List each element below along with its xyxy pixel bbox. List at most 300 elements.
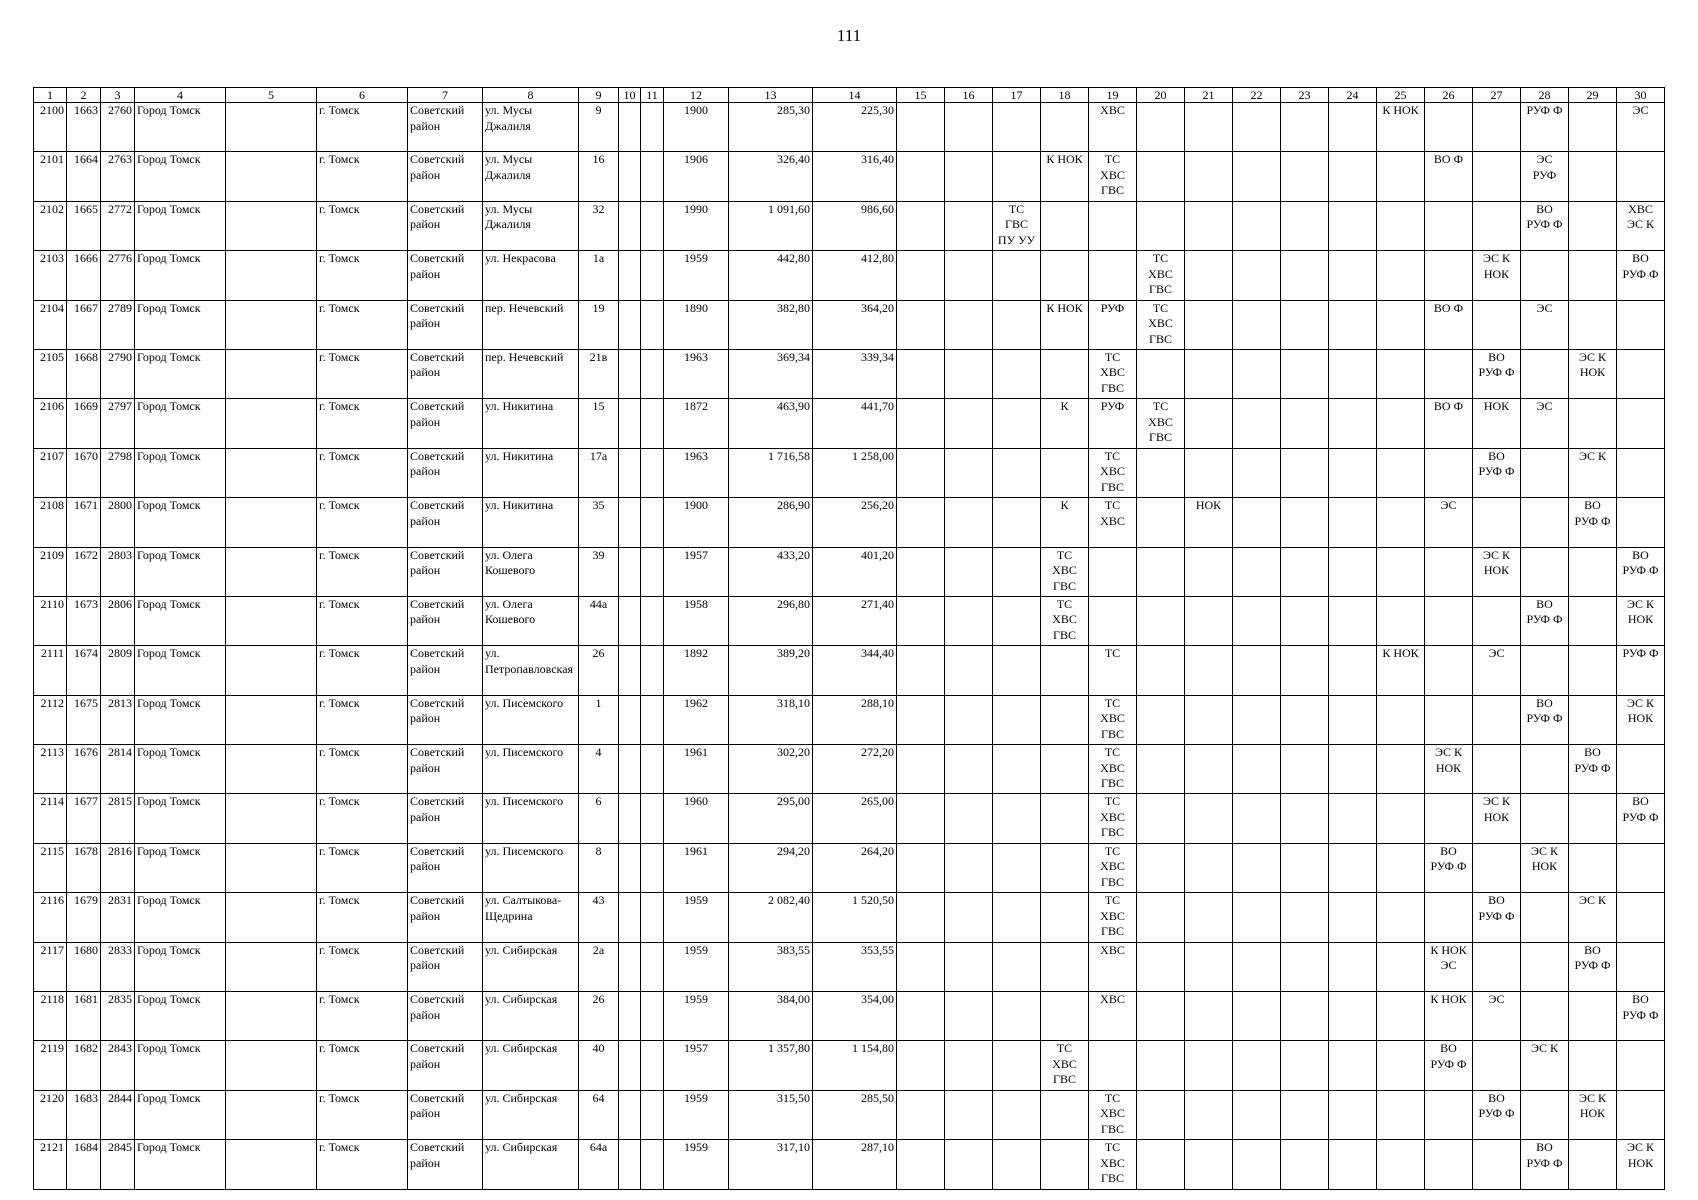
table-cell-col-25 <box>1377 695 1425 744</box>
table-cell-col-4: Город Томск <box>135 745 226 794</box>
table-cell-col-5 <box>226 992 317 1041</box>
table-cell-col-19 <box>1089 201 1137 250</box>
table-cell-col-15 <box>897 745 945 794</box>
table-cell-col-4: Город Томск <box>135 893 226 942</box>
table-cell-col-7: Советский район <box>408 300 483 349</box>
column-header-7: 7 <box>408 88 483 103</box>
table-cell-col-14: 364,20 <box>813 300 897 349</box>
table-cell-col-12: 1990 <box>664 201 729 250</box>
table-cell-col-26 <box>1425 201 1473 250</box>
table-cell-col-17 <box>993 745 1041 794</box>
table-row <box>34 399 1665 448</box>
table-row <box>34 794 1665 843</box>
table-cell-col-13: 2 082,40 <box>729 893 813 942</box>
table-cell-col-29: ЭС К <box>1569 893 1617 942</box>
table-cell-col-7: Советский район <box>408 1090 483 1139</box>
table-cell-col-24 <box>1329 992 1377 1041</box>
table-cell-col-16 <box>945 1041 993 1090</box>
table-cell-col-5 <box>226 794 317 843</box>
table-cell-col-29 <box>1569 251 1617 300</box>
table-cell-col-10 <box>619 992 641 1041</box>
table-cell-col-5 <box>226 646 317 695</box>
table-cell-col-17 <box>993 843 1041 892</box>
table-cell-col-18 <box>1041 695 1089 744</box>
table-cell-col-8: ул. Мусы Джалиля <box>483 103 579 152</box>
table-cell-col-7: Советский район <box>408 992 483 1041</box>
table-cell-col-16 <box>945 695 993 744</box>
table-cell-col-11 <box>641 794 664 843</box>
column-header-13: 13 <box>729 88 813 103</box>
table-cell-col-30: ЭС К НОК <box>1617 596 1665 645</box>
table-cell-col-26 <box>1425 695 1473 744</box>
table-cell-col-19: ТС ХВС ГВС <box>1089 893 1137 942</box>
table-cell-col-25 <box>1377 201 1425 250</box>
table-cell-col-23 <box>1281 251 1329 300</box>
table-row <box>34 1090 1665 1139</box>
table-cell-col-9: 44а <box>579 596 619 645</box>
table-cell-col-4: Город Томск <box>135 399 226 448</box>
table-cell-col-11 <box>641 1041 664 1090</box>
table-cell-col-19: РУФ <box>1089 399 1137 448</box>
table-cell-col-13: 317,10 <box>729 1140 813 1189</box>
table-cell-col-1: 2104 <box>34 300 67 349</box>
table-cell-col-6: г. Томск <box>317 745 408 794</box>
table-cell-col-26: К НОК <box>1425 992 1473 1041</box>
table-cell-col-14: 1 520,50 <box>813 893 897 942</box>
table-cell-col-3: 2809 <box>101 646 135 695</box>
table-cell-col-16 <box>945 992 993 1041</box>
table-cell-col-10 <box>619 251 641 300</box>
table-cell-col-1: 2121 <box>34 1140 67 1189</box>
table-cell-col-13: 326,40 <box>729 152 813 201</box>
table-cell-col-6: г. Томск <box>317 201 408 250</box>
table-cell-col-27: ВО РУФ Ф <box>1473 1090 1521 1139</box>
table-cell-col-14: 1 154,80 <box>813 1041 897 1090</box>
table-cell-col-9: 16 <box>579 152 619 201</box>
table-cell-col-15 <box>897 843 945 892</box>
table-cell-col-23 <box>1281 942 1329 991</box>
table-cell-col-24 <box>1329 152 1377 201</box>
table-cell-col-11 <box>641 547 664 596</box>
table-cell-col-8: ул. Мусы Джалиля <box>483 152 579 201</box>
table-cell-col-18 <box>1041 103 1089 152</box>
table-cell-col-20 <box>1137 794 1185 843</box>
table-cell-col-15 <box>897 399 945 448</box>
table-cell-col-30 <box>1617 152 1665 201</box>
table-cell-col-21 <box>1185 745 1233 794</box>
table-cell-col-19: ХВС <box>1089 103 1137 152</box>
table-cell-col-28: ВО РУФ Ф <box>1521 1140 1569 1189</box>
table-cell-col-25: К НОК <box>1377 103 1425 152</box>
table-cell-col-27: ЭС К НОК <box>1473 547 1521 596</box>
table-cell-col-25 <box>1377 942 1425 991</box>
table-cell-col-3: 2800 <box>101 498 135 547</box>
table-cell-col-15 <box>897 251 945 300</box>
table-cell-col-17 <box>993 893 1041 942</box>
table-cell-col-6: г. Томск <box>317 893 408 942</box>
table-cell-col-24 <box>1329 745 1377 794</box>
table-cell-col-8: ул. Сибирская <box>483 1090 579 1139</box>
column-header-28: 28 <box>1521 88 1569 103</box>
table-cell-col-23 <box>1281 103 1329 152</box>
table-cell-col-18: К НОК <box>1041 152 1089 201</box>
table-cell-col-19: ТС ХВС ГВС <box>1089 745 1137 794</box>
table-cell-col-19 <box>1089 547 1137 596</box>
table-cell-col-9: 19 <box>579 300 619 349</box>
table-cell-col-17 <box>993 596 1041 645</box>
table-cell-col-26 <box>1425 547 1473 596</box>
column-header-29: 29 <box>1569 88 1617 103</box>
table-cell-col-8: ул. Некрасова <box>483 251 579 300</box>
table-cell-col-22 <box>1233 992 1281 1041</box>
table-cell-col-23 <box>1281 152 1329 201</box>
table-cell-col-26 <box>1425 596 1473 645</box>
table-cell-col-12: 1900 <box>664 103 729 152</box>
table-cell-col-7: Советский район <box>408 1041 483 1090</box>
table-row <box>34 843 1665 892</box>
column-header-4: 4 <box>135 88 226 103</box>
table-cell-col-28: ЭС К <box>1521 1041 1569 1090</box>
table-cell-col-9: 8 <box>579 843 619 892</box>
table-cell-col-11 <box>641 646 664 695</box>
table-cell-col-8: ул. Писемского <box>483 745 579 794</box>
table-cell-col-1: 2111 <box>34 646 67 695</box>
table-cell-col-5 <box>226 745 317 794</box>
table-cell-col-23 <box>1281 1090 1329 1139</box>
table-cell-col-5 <box>226 1140 317 1189</box>
table-cell-col-17 <box>993 992 1041 1041</box>
table-cell-col-25 <box>1377 992 1425 1041</box>
table-cell-col-25 <box>1377 251 1425 300</box>
table-cell-col-10 <box>619 300 641 349</box>
table-cell-col-25 <box>1377 1140 1425 1189</box>
table-cell-col-8: пер. Нечевский <box>483 349 579 398</box>
table-cell-col-30: ЭС К НОК <box>1617 695 1665 744</box>
table-cell-col-5 <box>226 201 317 250</box>
table-cell-col-11 <box>641 596 664 645</box>
table-cell-col-16 <box>945 152 993 201</box>
table-cell-col-20: ТС ХВС ГВС <box>1137 251 1185 300</box>
table-cell-col-7: Советский район <box>408 596 483 645</box>
table-cell-col-8: ул. Салтыкова-Щедрина <box>483 893 579 942</box>
table-cell-col-29 <box>1569 596 1617 645</box>
table-cell-col-7: Советский район <box>408 547 483 596</box>
table-cell-col-21 <box>1185 843 1233 892</box>
table-cell-col-20 <box>1137 1090 1185 1139</box>
table-cell-col-14: 986,60 <box>813 201 897 250</box>
table-cell-col-18 <box>1041 251 1089 300</box>
table-cell-col-9: 9 <box>579 103 619 152</box>
table-cell-col-12: 1900 <box>664 498 729 547</box>
table-cell-col-16 <box>945 349 993 398</box>
table-cell-col-3: 2789 <box>101 300 135 349</box>
table-cell-col-3: 2797 <box>101 399 135 448</box>
table-cell-col-23 <box>1281 448 1329 497</box>
table-cell-col-12: 1872 <box>664 399 729 448</box>
table-cell-col-23 <box>1281 349 1329 398</box>
table-cell-col-1: 2119 <box>34 1041 67 1090</box>
table-cell-col-13: 389,20 <box>729 646 813 695</box>
table-cell-col-7: Советский район <box>408 103 483 152</box>
table-cell-col-4: Город Томск <box>135 152 226 201</box>
table-cell-col-13: 285,30 <box>729 103 813 152</box>
table-cell-col-8: ул. Олега Кошевого <box>483 547 579 596</box>
table-cell-col-2: 1668 <box>67 349 101 398</box>
table-cell-col-23 <box>1281 201 1329 250</box>
table-cell-col-28: ЭС <box>1521 399 1569 448</box>
table-cell-col-25 <box>1377 349 1425 398</box>
table-cell-col-3: 2844 <box>101 1090 135 1139</box>
table-cell-col-15 <box>897 448 945 497</box>
table-row <box>34 152 1665 201</box>
table-cell-col-10 <box>619 596 641 645</box>
table-cell-col-30: ВО РУФ Ф <box>1617 794 1665 843</box>
table-row <box>34 596 1665 645</box>
table-cell-col-25 <box>1377 448 1425 497</box>
table-cell-col-28 <box>1521 942 1569 991</box>
table-cell-col-22 <box>1233 152 1281 201</box>
table-cell-col-12: 1963 <box>664 448 729 497</box>
table-cell-col-14: 344,40 <box>813 646 897 695</box>
table-cell-col-8: ул. Писемского <box>483 794 579 843</box>
table-row <box>34 251 1665 300</box>
table-cell-col-22 <box>1233 843 1281 892</box>
table-cell-col-3: 2790 <box>101 349 135 398</box>
table-cell-col-2: 1674 <box>67 646 101 695</box>
table-cell-col-8: ул. Никитина <box>483 498 579 547</box>
table-cell-col-25 <box>1377 1041 1425 1090</box>
table-cell-col-5 <box>226 893 317 942</box>
table-cell-col-30: ВО РУФ Ф <box>1617 251 1665 300</box>
table-cell-col-25 <box>1377 300 1425 349</box>
table-cell-col-1: 2114 <box>34 794 67 843</box>
table-cell-col-16 <box>945 843 993 892</box>
table-cell-col-25 <box>1377 745 1425 794</box>
table-cell-col-9: 4 <box>579 745 619 794</box>
table-cell-col-4: Город Томск <box>135 349 226 398</box>
table-cell-col-14: 271,40 <box>813 596 897 645</box>
table-cell-col-20 <box>1137 745 1185 794</box>
table-cell-col-14: 401,20 <box>813 547 897 596</box>
table-cell-col-10 <box>619 745 641 794</box>
table-cell-col-19: ТС <box>1089 646 1137 695</box>
table-cell-col-22 <box>1233 893 1281 942</box>
table-cell-col-23 <box>1281 300 1329 349</box>
table-cell-col-18: К НОК <box>1041 300 1089 349</box>
table-cell-col-9: 32 <box>579 201 619 250</box>
table-cell-col-23 <box>1281 646 1329 695</box>
table-cell-col-8: ул. Сибирская <box>483 992 579 1041</box>
table-cell-col-21 <box>1185 646 1233 695</box>
table-cell-col-25 <box>1377 893 1425 942</box>
table-cell-col-3: 2798 <box>101 448 135 497</box>
table-cell-col-17 <box>993 646 1041 695</box>
table-cell-col-28: ВО РУФ Ф <box>1521 596 1569 645</box>
table-cell-col-4: Город Томск <box>135 547 226 596</box>
table-cell-col-8: ул. Петропавловская <box>483 646 579 695</box>
table-cell-col-2: 1684 <box>67 1140 101 1189</box>
table-cell-col-10 <box>619 942 641 991</box>
table-cell-col-1: 2110 <box>34 596 67 645</box>
table-cell-col-22 <box>1233 794 1281 843</box>
table-cell-col-11 <box>641 399 664 448</box>
table-cell-col-13: 295,00 <box>729 794 813 843</box>
table-cell-col-30 <box>1617 745 1665 794</box>
table-cell-col-16 <box>945 103 993 152</box>
table-cell-col-2: 1676 <box>67 745 101 794</box>
table-cell-col-7: Советский район <box>408 251 483 300</box>
table-cell-col-1: 2118 <box>34 992 67 1041</box>
table-cell-col-13: 1 357,80 <box>729 1041 813 1090</box>
table-cell-col-11 <box>641 498 664 547</box>
table-cell-col-17 <box>993 695 1041 744</box>
table-cell-col-9: 1а <box>579 251 619 300</box>
table-cell-col-4: Город Томск <box>135 1140 226 1189</box>
table-cell-col-13: 286,90 <box>729 498 813 547</box>
column-header-19: 19 <box>1089 88 1137 103</box>
table-cell-col-1: 2120 <box>34 1090 67 1139</box>
table-cell-col-27: ВО РУФ Ф <box>1473 349 1521 398</box>
table-cell-col-22 <box>1233 695 1281 744</box>
table-cell-col-26 <box>1425 1140 1473 1189</box>
table-cell-col-21 <box>1185 448 1233 497</box>
table-cell-col-25 <box>1377 843 1425 892</box>
table-cell-col-20 <box>1137 448 1185 497</box>
table-cell-col-15 <box>897 300 945 349</box>
table-cell-col-9: 40 <box>579 1041 619 1090</box>
table-cell-col-5 <box>226 942 317 991</box>
table-cell-col-24 <box>1329 646 1377 695</box>
table-cell-col-3: 2833 <box>101 942 135 991</box>
table-cell-col-26: ВО Ф <box>1425 399 1473 448</box>
table-cell-col-10 <box>619 1041 641 1090</box>
table-cell-col-22 <box>1233 103 1281 152</box>
table-cell-col-13: 302,20 <box>729 745 813 794</box>
table-cell-col-10 <box>619 349 641 398</box>
table-cell-col-3: 2843 <box>101 1041 135 1090</box>
table-cell-col-4: Город Томск <box>135 942 226 991</box>
table-cell-col-29: ВО РУФ Ф <box>1569 745 1617 794</box>
table-cell-col-24 <box>1329 843 1377 892</box>
table-cell-col-10 <box>619 201 641 250</box>
table-cell-col-23 <box>1281 893 1329 942</box>
table-cell-col-25 <box>1377 152 1425 201</box>
table-cell-col-27 <box>1473 1140 1521 1189</box>
table-cell-col-26: К НОК ЭС <box>1425 942 1473 991</box>
table-cell-col-1: 2115 <box>34 843 67 892</box>
table-cell-col-24 <box>1329 596 1377 645</box>
table-cell-col-23 <box>1281 399 1329 448</box>
table-cell-col-15 <box>897 942 945 991</box>
table-cell-col-8: ул. Сибирская <box>483 1140 579 1189</box>
table-cell-col-8: ул. Писемского <box>483 843 579 892</box>
table-cell-col-13: 315,50 <box>729 1090 813 1139</box>
table-cell-col-16 <box>945 448 993 497</box>
table-cell-col-2: 1670 <box>67 448 101 497</box>
table-cell-col-19: ТС ХВС ГВС <box>1089 1140 1137 1189</box>
table-cell-col-11 <box>641 745 664 794</box>
table-cell-col-24 <box>1329 893 1377 942</box>
table-cell-col-1: 2105 <box>34 349 67 398</box>
table-cell-col-4: Город Томск <box>135 1041 226 1090</box>
table-cell-col-3: 2835 <box>101 992 135 1041</box>
table-cell-col-16 <box>945 794 993 843</box>
table-cell-col-10 <box>619 646 641 695</box>
table-cell-col-4: Город Томск <box>135 695 226 744</box>
table-cell-col-6: г. Томск <box>317 152 408 201</box>
table-cell-col-6: г. Томск <box>317 448 408 497</box>
table-cell-col-22 <box>1233 448 1281 497</box>
table-cell-col-18 <box>1041 893 1089 942</box>
table-cell-col-4: Город Томск <box>135 992 226 1041</box>
table-cell-col-6: г. Томск <box>317 251 408 300</box>
table-cell-col-15 <box>897 893 945 942</box>
table-cell-col-22 <box>1233 1140 1281 1189</box>
table-cell-col-18 <box>1041 745 1089 794</box>
table-cell-col-28: ЭС РУФ <box>1521 152 1569 201</box>
column-header-25: 25 <box>1377 88 1425 103</box>
table-cell-col-14: 256,20 <box>813 498 897 547</box>
table-cell-col-22 <box>1233 201 1281 250</box>
table-cell-col-12: 1963 <box>664 349 729 398</box>
table-cell-col-29 <box>1569 794 1617 843</box>
table-cell-col-5 <box>226 103 317 152</box>
table-cell-col-17 <box>993 1140 1041 1189</box>
table-row <box>34 1140 1665 1189</box>
table-cell-col-5 <box>226 843 317 892</box>
table-cell-col-23 <box>1281 843 1329 892</box>
table-cell-col-12: 1957 <box>664 547 729 596</box>
column-header-12: 12 <box>664 88 729 103</box>
table-cell-col-28 <box>1521 992 1569 1041</box>
table-cell-col-30: ЭС <box>1617 103 1665 152</box>
table-row <box>34 942 1665 991</box>
table-cell-col-12: 1959 <box>664 893 729 942</box>
table-cell-col-7: Советский район <box>408 893 483 942</box>
table-cell-col-18 <box>1041 794 1089 843</box>
table-cell-col-2: 1663 <box>67 103 101 152</box>
table-row <box>34 646 1665 695</box>
table-cell-col-15 <box>897 201 945 250</box>
table-cell-col-18 <box>1041 646 1089 695</box>
table-cell-col-24 <box>1329 1140 1377 1189</box>
table-cell-col-21 <box>1185 300 1233 349</box>
table-cell-col-14: 225,30 <box>813 103 897 152</box>
table-cell-col-8: ул. Мусы Джалиля <box>483 201 579 250</box>
table-cell-col-24 <box>1329 201 1377 250</box>
table-cell-col-20: ТС ХВС ГВС <box>1137 399 1185 448</box>
table-cell-col-21 <box>1185 103 1233 152</box>
table-cell-col-4: Город Томск <box>135 843 226 892</box>
table-cell-col-23 <box>1281 695 1329 744</box>
table-cell-col-18 <box>1041 992 1089 1041</box>
table-cell-col-21 <box>1185 893 1233 942</box>
table-cell-col-22 <box>1233 300 1281 349</box>
table-cell-col-28 <box>1521 498 1569 547</box>
table-cell-col-2: 1683 <box>67 1090 101 1139</box>
table-cell-col-20 <box>1137 992 1185 1041</box>
table-cell-col-21 <box>1185 547 1233 596</box>
column-header-22: 22 <box>1233 88 1281 103</box>
table-cell-col-14: 354,00 <box>813 992 897 1041</box>
table-cell-col-28: ВО РУФ Ф <box>1521 695 1569 744</box>
table-cell-col-19: ТС ХВС ГВС <box>1089 349 1137 398</box>
column-header-5: 5 <box>226 88 317 103</box>
table-cell-col-28: РУФ Ф <box>1521 103 1569 152</box>
table-cell-col-15 <box>897 547 945 596</box>
table-cell-col-24 <box>1329 1090 1377 1139</box>
table-cell-col-19: ТС ХВС ГВС <box>1089 843 1137 892</box>
